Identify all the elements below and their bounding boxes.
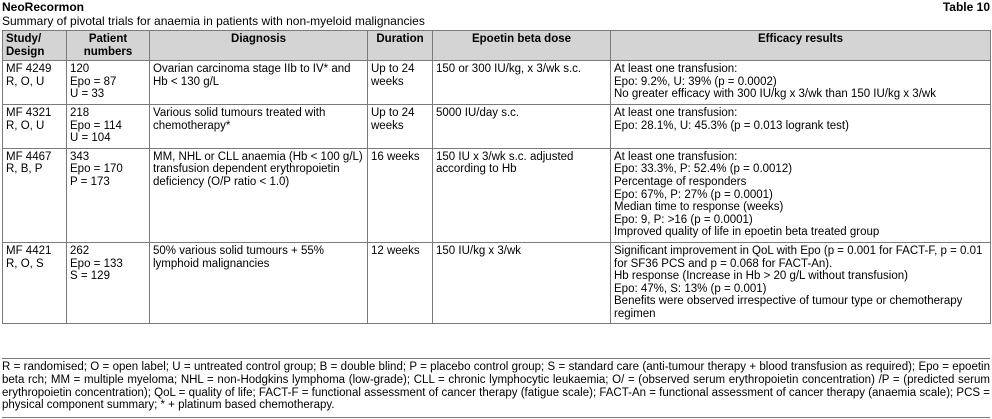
efficacy-line: Percentage of responders	[614, 175, 747, 188]
cell-dose	[433, 242, 611, 324]
col-header-duration: Duration	[368, 31, 433, 61]
patients-arm-1: Epo = 114	[70, 119, 122, 132]
efficacy-line: Significant improvement in QoL with Epo (p = 0.001 for FACT-F, p = 0.01 for SF36 PCS and p = 0.068 for FACT-An).	[614, 244, 983, 270]
duration-text: Up to 24 weeks	[371, 63, 415, 88]
cell-efficacy	[611, 61, 991, 105]
cell-patients	[67, 61, 150, 105]
col-header-study: Study/ Design	[3, 31, 67, 61]
study-design: R, O, S	[6, 257, 44, 270]
efficacy-line: Benefits were observed irrespective of tumour type or chemotherapy regimen	[614, 295, 963, 320]
efficacy-line: Epo: 9.2%, U: 39% (p = 0.0002)	[614, 75, 777, 88]
col-header-dose: Epoetin beta dose	[433, 31, 611, 61]
table-row	[3, 61, 991, 105]
cell-study	[3, 61, 67, 105]
patients-arm-2: U = 33	[70, 88, 105, 101]
col-header-efficacy: Efficacy results	[611, 31, 991, 61]
cell-diagnosis	[150, 148, 368, 242]
cell-patients	[67, 148, 150, 242]
cell-dose	[433, 148, 611, 242]
duration-text: 12 weeks	[371, 244, 420, 257]
cell-study	[3, 104, 67, 148]
cell-study	[3, 242, 67, 324]
cell-duration	[368, 148, 433, 242]
efficacy-line: At least one transfusion:	[614, 150, 738, 163]
patients-arm-1: Epo = 87	[70, 75, 117, 88]
cell-dose	[433, 61, 611, 105]
efficacy-line: Epo: 67%, P: 27% (p = 0.0001)	[614, 188, 773, 201]
dose-text: 150 IU/kg x 3/wk	[436, 244, 522, 257]
table-caption: Summary of pivotal trials for anaemia in patients with non-myeloid malignancies	[2, 14, 425, 28]
cell-study	[3, 148, 67, 242]
duration-text: Up to 24 weeks	[371, 106, 415, 132]
diagnosis-text: MM, NHL or CLL anaemia (Hb < 100 g/L) transfusion dependent erythropoietin deficiency (O/P ratio < 1.0)	[153, 150, 363, 188]
efficacy-line: Hb response (Increase in Hb > 20 g/L without transfusion)	[614, 270, 908, 283]
trials-table-wrapper	[2, 30, 990, 324]
cell-duration	[368, 104, 433, 148]
efficacy-line: Epo: 9, P: >16 (p = 0.0001)	[614, 213, 753, 226]
patients-total: 262	[70, 244, 90, 257]
cell-duration	[368, 61, 433, 105]
study-id: MF 4321	[6, 106, 52, 119]
patients-arm-1: Epo = 170	[70, 163, 123, 176]
header-bar	[2, 0, 990, 14]
table-row	[3, 104, 991, 148]
dose-text: 150 or 300 IU/kg, x 3/wk s.c.	[436, 63, 582, 76]
duration-text: 16 weeks	[371, 150, 420, 163]
patients-arm-2: S = 129	[70, 270, 110, 283]
cell-patients	[67, 242, 150, 324]
study-design: R, B, P	[6, 163, 43, 176]
cell-diagnosis	[150, 61, 368, 105]
patients-arm-1: Epo = 133	[70, 257, 123, 270]
table-number: Table 10	[942, 0, 990, 14]
efficacy-line: Median time to response (weeks)	[614, 201, 784, 214]
cell-efficacy	[611, 148, 991, 242]
patients-total: 218	[70, 106, 90, 119]
product-name: NeoRecormon	[2, 0, 85, 14]
study-id: MF 4467	[6, 150, 52, 163]
diagnosis-text: Various solid tumours treated with chemotherapy*	[153, 106, 326, 132]
table-header-row	[3, 31, 991, 61]
efficacy-line: Improved quality of life in epoetin beta treated group	[614, 226, 880, 239]
cell-patients	[67, 104, 150, 148]
study-id: MF 4421	[6, 244, 52, 257]
bottom-rule	[2, 417, 990, 418]
study-design: R, O, U	[6, 75, 45, 88]
cell-diagnosis	[150, 104, 368, 148]
patients-arm-2: U = 104	[70, 132, 111, 145]
patients-total: 120	[70, 63, 90, 76]
study-design: R, O, U	[6, 119, 45, 132]
efficacy-line: Epo: 28.1%, U: 45.3% (p = 0.013 logrank test)	[614, 119, 849, 132]
table-footnote: R = randomised; O = open label; U = untreated control group; B = double blind; P = placebo control group; S = standard care (anti-tumour therapy + blood transfusion as required); Epo = epoetin beta rch; MM = multiple myeloma; NHL = non-Hodgkins lymphoma (low-grade); CLL = chronic lymphocytic leukaemia; O/ = (observed serum erythropoietin concentration) /P = (predicted serum erythropoietin concentration); QoL = quality of life; FACT-F = functional assessment of cancer therapy (fatigue scale); FACT-An = functional assessment of cancer therapy (anaemia scale); PCS = physical component summary; * + platinum based chemotherapy.	[2, 358, 990, 412]
table-row	[3, 148, 991, 242]
cell-efficacy	[611, 242, 991, 324]
table-row	[3, 242, 991, 324]
diagnosis-text: Ovarian carcinoma stage IIb to IV* and Hb < 130 g/L	[153, 63, 351, 88]
dose-text: 5000 IU/day s.c.	[436, 106, 520, 119]
patients-arm-2: P = 173	[70, 175, 110, 188]
col-header-diagnosis: Diagnosis	[150, 31, 368, 61]
cell-duration	[368, 242, 433, 324]
diagnosis-text: 50% various solid tumours + 55% lymphoid malignancies	[153, 244, 324, 270]
dose-text: 150 IU x 3/wk s.c. adjusted according to Hb	[436, 150, 574, 176]
cell-diagnosis	[150, 242, 368, 324]
col-header-patients: Patient numbers	[67, 31, 150, 61]
efficacy-line: At least one transfusion:	[614, 106, 738, 119]
cell-dose	[433, 104, 611, 148]
efficacy-line: At least one transfusion:	[614, 63, 738, 76]
efficacy-line: No greater efficacy with 300 IU/kg x 3/wk than 150 IU/kg x 3/wk	[614, 88, 936, 101]
study-id: MF 4249	[6, 63, 52, 76]
trials-table	[2, 30, 991, 324]
patients-total: 343	[70, 150, 90, 163]
cell-efficacy	[611, 104, 991, 148]
efficacy-line: Epo: 47%, S: 13% (p = 0.001)	[614, 282, 767, 295]
efficacy-line: Epo: 33.3%, P: 52.4% (p = 0.0012)	[614, 163, 793, 176]
